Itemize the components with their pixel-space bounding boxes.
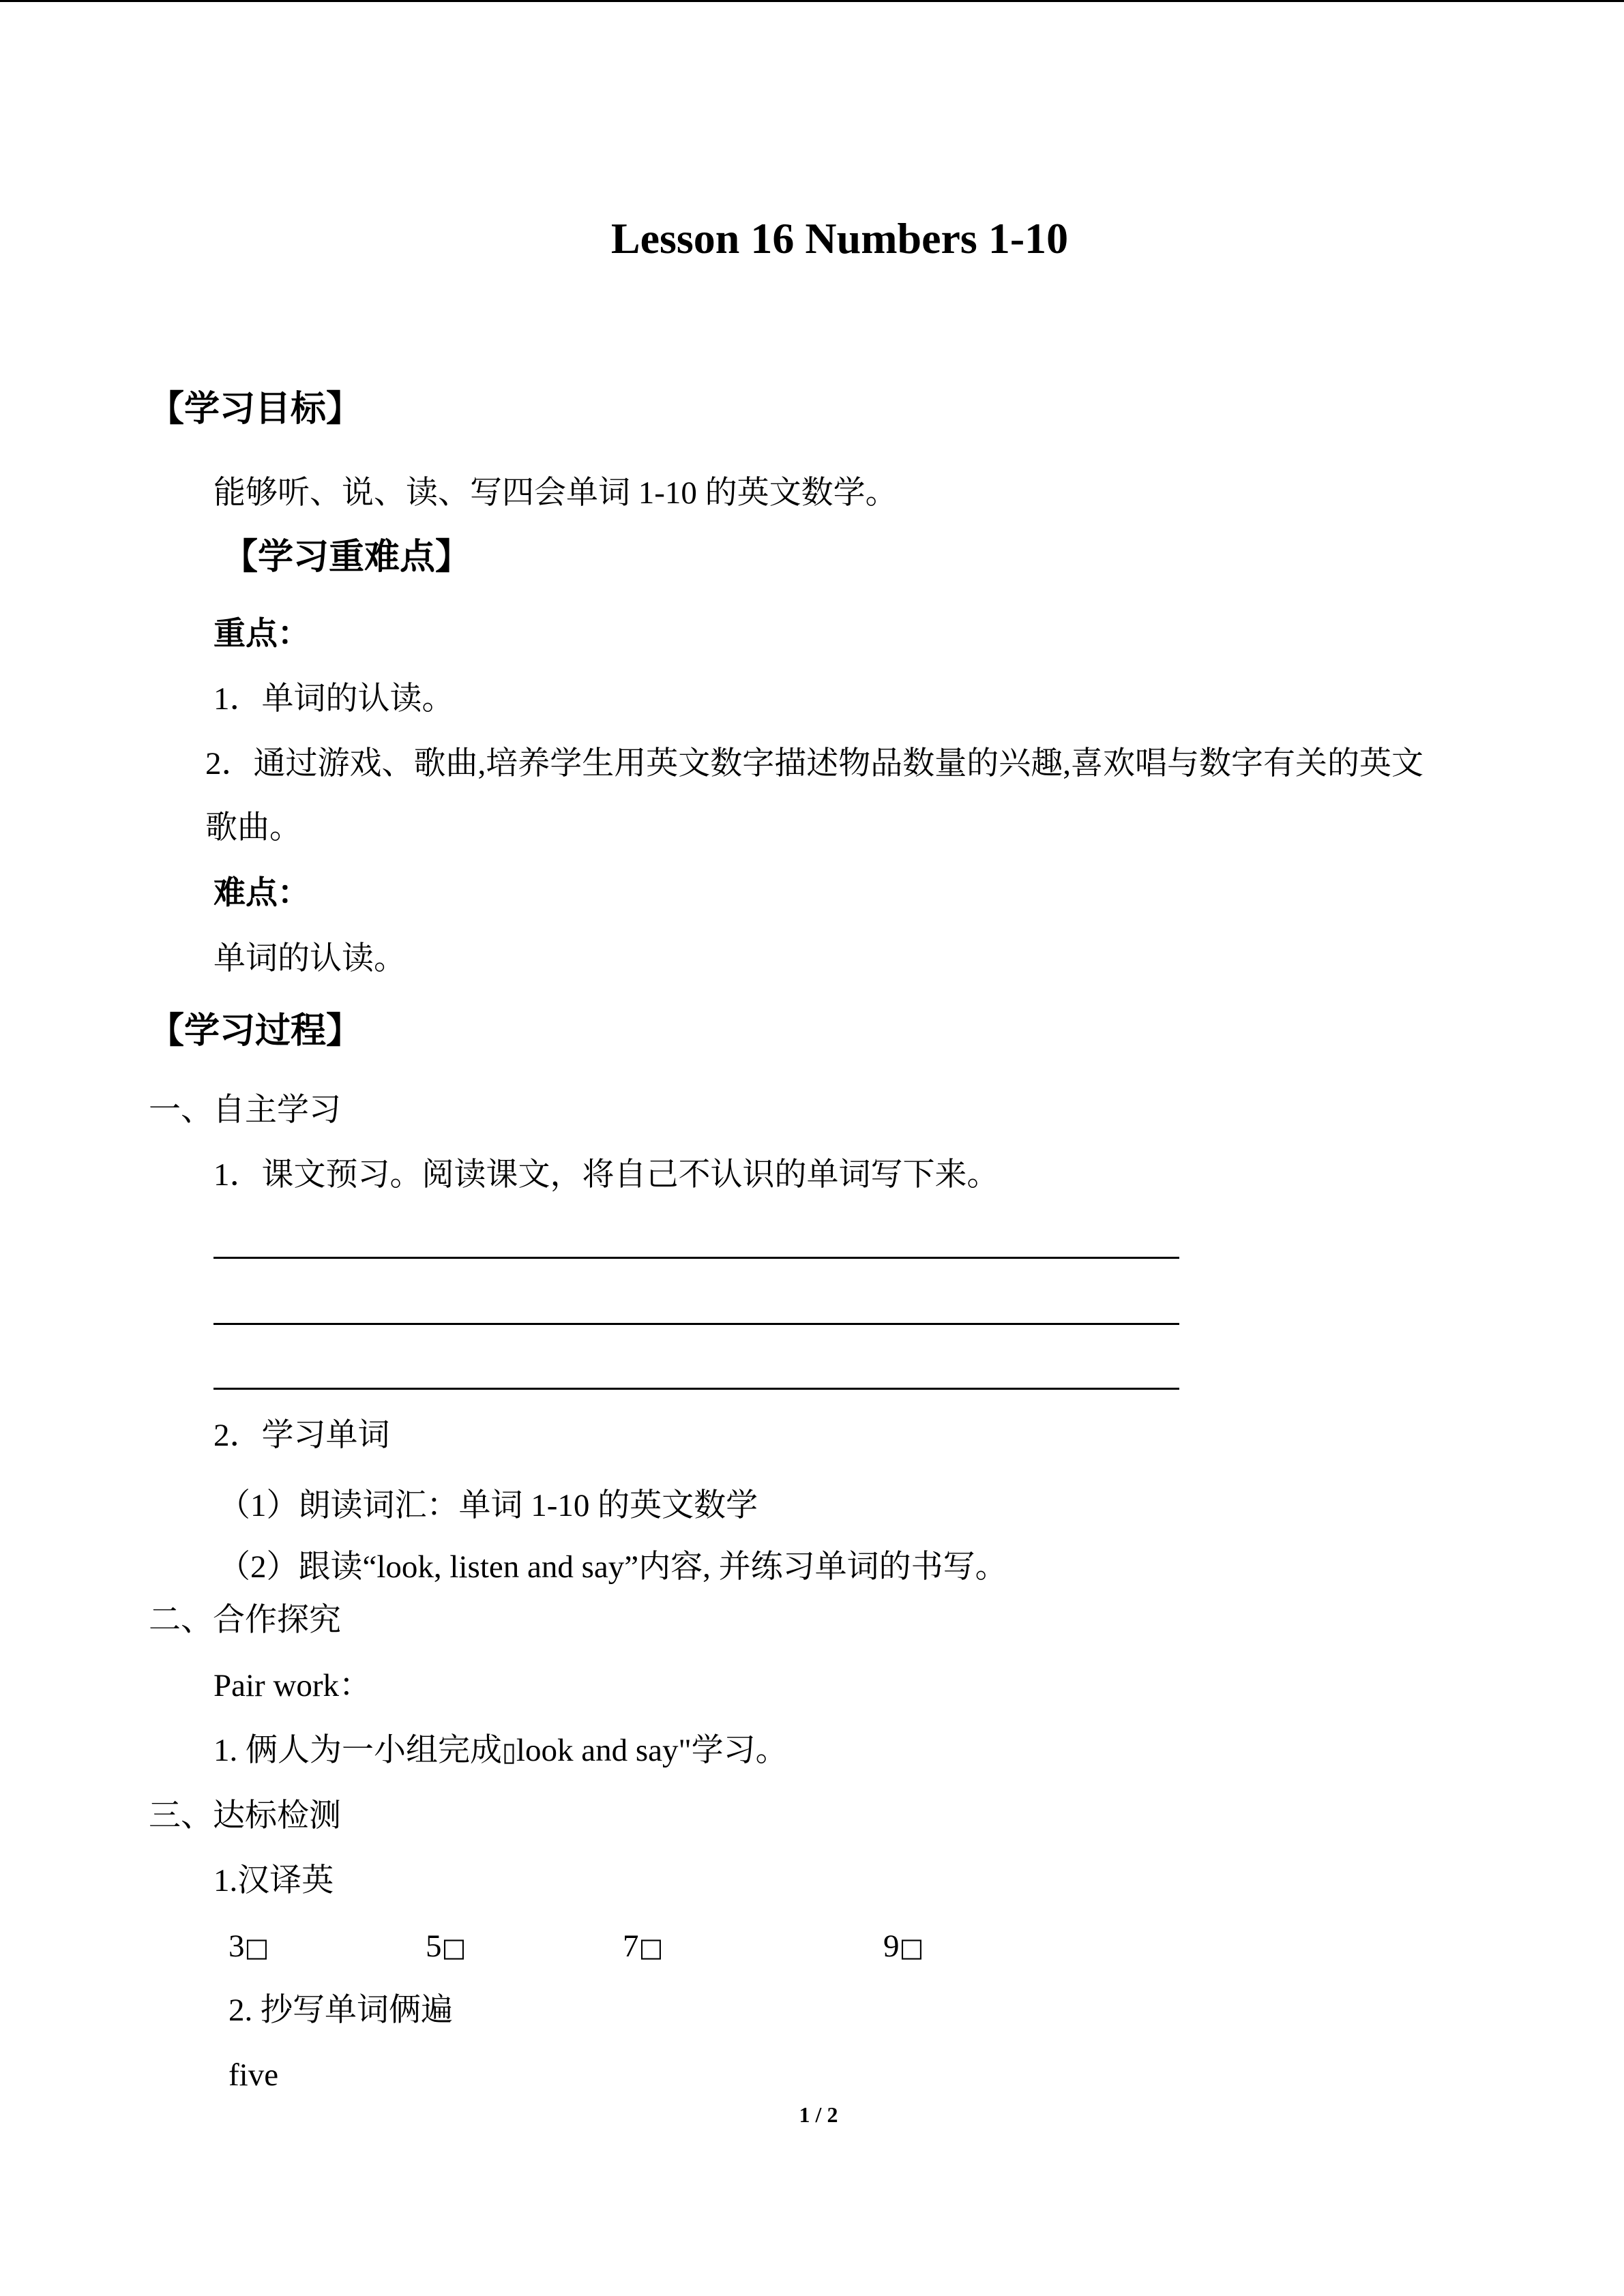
part3-item1: 1.汉译英 — [213, 1863, 334, 1898]
answer-line-2 — [213, 1323, 1179, 1325]
focus-item-1: 1．单词的认读。 — [213, 681, 454, 717]
part3-title: 三、达标检测 — [149, 1798, 341, 1834]
pair-work-label: Pair work： — [213, 1668, 372, 1703]
answer-line-1 — [213, 1257, 1179, 1259]
missing-glyph-icon: ▯ — [502, 1737, 516, 1767]
answer-box-icon: □ — [899, 1933, 924, 1963]
focus-label: 重点： — [213, 616, 310, 652]
answer-box-icon: □ — [638, 1933, 664, 1963]
part2-item1-prefix: 1. 俩人为一小组完成 — [213, 1733, 502, 1768]
part1-sub2: （2）跟读“look, listen and say”内容, 并练习单词的书写。 — [218, 1549, 1007, 1585]
objectives-text: 能够听、说、读、写四会单词 1-10 的英文数学。 — [213, 475, 898, 511]
number-item-9 — [883, 1930, 924, 1963]
answer-box-icon: □ — [441, 1933, 467, 1963]
number-item-3 — [228, 1930, 269, 1963]
part2-item1 — [213, 1735, 788, 1767]
number-item-7 — [623, 1930, 663, 1963]
top-border-rule — [0, 0, 1624, 2]
difficulty-label: 难点： — [213, 876, 310, 911]
part1-title: 一、自主学习 — [149, 1092, 341, 1128]
part2-title: 二、合作探究 — [149, 1602, 341, 1638]
part2-item1-suffix: look and say"学习。 — [516, 1733, 788, 1768]
answer-line-3 — [213, 1388, 1179, 1390]
answer-box-icon: □ — [244, 1933, 269, 1963]
part1-sub1: （1）朗读词汇：单词 1-10 的英文数学 — [218, 1488, 758, 1523]
page-number: 1 / 2 — [799, 2102, 838, 2127]
number-value: 9 — [883, 1928, 900, 1964]
key-points-heading: 【学习重难点】 — [222, 538, 471, 577]
number-value: 7 — [623, 1928, 639, 1964]
process-heading: 【学习过程】 — [149, 1012, 362, 1051]
difficulty-text: 单词的认读。 — [213, 941, 406, 976]
focus-item-2: 2．通过游戏、歌曲,培养学生用英文数字描述物品数量的兴趣,喜欢唱与数字有关的英文 — [205, 746, 1423, 781]
part1-item2: 2．学习单词 — [213, 1418, 390, 1453]
objectives-heading: 【学习目标】 — [149, 390, 362, 429]
page-title: Lesson 16 Numbers 1-10 — [610, 214, 1069, 263]
number-value: 5 — [426, 1928, 442, 1964]
number-item-5 — [426, 1930, 466, 1963]
number-value: 3 — [228, 1928, 245, 1964]
part1-item1: 1．课文预习。阅读课文，将自己不认识的单词写下来。 — [213, 1157, 999, 1193]
copy-word: five — [228, 2057, 279, 2093]
part3-item2: 2. 抄写单词俩遍 — [228, 1993, 453, 2028]
focus-item-2-continued: 歌曲。 — [205, 810, 301, 846]
